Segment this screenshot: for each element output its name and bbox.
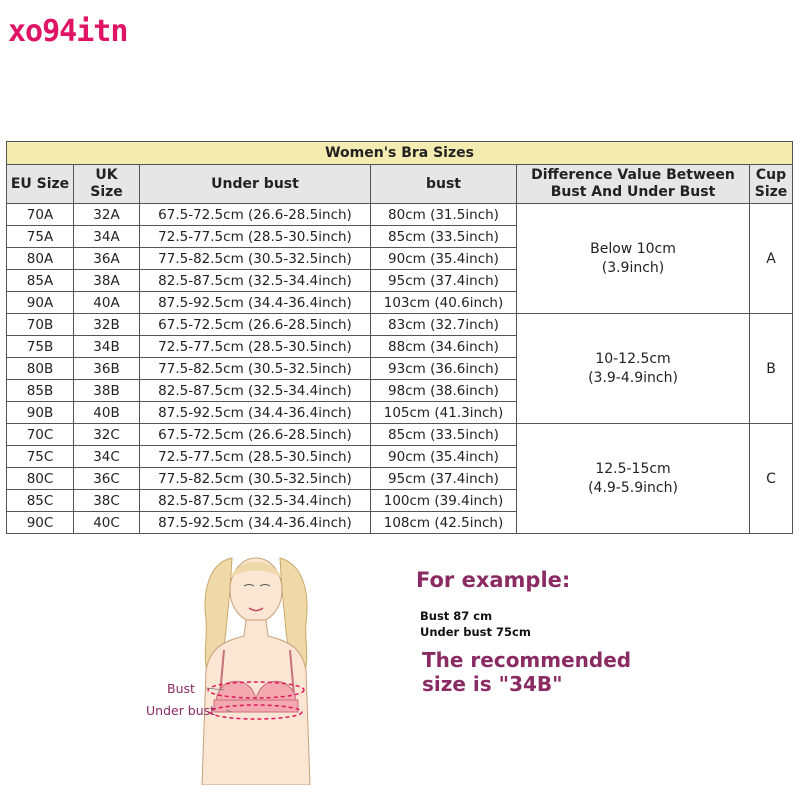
cell-under-bust: 67.5-72.5cm (26.6-28.5inch) [140,204,371,226]
table-body [7,204,793,534]
header-cup-line1: Cup [755,167,787,183]
cell-uk-size: 40C [74,512,140,534]
cell-eu-size: 70A [7,204,74,226]
header-bust: bust [371,165,517,204]
cell-uk-size: 40A [74,292,140,314]
cell-cup-size: A [750,204,793,314]
difference-line2: (4.9-5.9inch) [588,479,678,496]
cell-eu-size: 80A [7,248,74,270]
cell-uk-size: 38C [74,490,140,512]
cell-eu-size: 80B [7,358,74,380]
cell-bust: 80cm (31.5inch) [371,204,517,226]
cell-eu-size: 75C [7,446,74,468]
cell-bust: 88cm (34.6inch) [371,336,517,358]
table-row [7,204,793,226]
difference-line2: (3.9inch) [601,259,665,276]
cell-uk-size: 32B [74,314,140,336]
cell-under-bust: 77.5-82.5cm (30.5-32.5inch) [140,248,371,270]
recommended-line1: The recommended [422,648,632,672]
header-diff-line2: Bust And Under Bust [550,184,716,200]
cell-bust: 90cm (35.4inch) [371,446,517,468]
under-bust-label: Under bust [146,703,216,718]
cell-uk-size: 32C [74,424,140,446]
cell-uk-size: 36A [74,248,140,270]
cell-bust: 95cm (37.4inch) [371,468,517,490]
cell-bust: 83cm (32.7inch) [371,314,517,336]
cell-cup-size: B [750,314,793,424]
cell-under-bust: 82.5-87.5cm (32.5-34.4inch) [140,270,371,292]
difference-line1: Below 10cm [590,240,676,257]
cell-eu-size: 70C [7,424,74,446]
cell-difference [517,314,750,424]
brand-logo-text: xo94itn [8,14,128,49]
bust-label: Bust [167,681,195,696]
cell-bust: 93cm (36.6inch) [371,358,517,380]
cell-under-bust: 77.5-82.5cm (30.5-32.5inch) [140,468,371,490]
cell-difference [517,204,750,314]
cell-eu-size: 75A [7,226,74,248]
cell-uk-size: 34A [74,226,140,248]
cell-under-bust: 67.5-72.5cm (26.6-28.5inch) [140,424,371,446]
cell-eu-size: 70B [7,314,74,336]
difference-line2: (3.9-4.9inch) [588,369,678,386]
difference-line1: 12.5-15cm [595,460,671,477]
difference-line1: 10-12.5cm [595,350,671,367]
cell-under-bust: 67.5-72.5cm (26.6-28.5inch) [140,314,371,336]
cell-bust: 108cm (42.5inch) [371,512,517,534]
size-table-container [6,141,792,534]
cell-eu-size: 75B [7,336,74,358]
header-under-bust: Under bust [140,165,371,204]
cell-bust: 90cm (35.4inch) [371,248,517,270]
header-difference [517,165,750,204]
header-diff-line1: Difference Value Between [531,167,735,183]
recommended-size [422,648,631,696]
cell-uk-size: 34B [74,336,140,358]
cell-under-bust: 77.5-82.5cm (30.5-32.5inch) [140,358,371,380]
cell-eu-size: 80C [7,468,74,490]
cell-eu-size: 90A [7,292,74,314]
header-uk-size [74,165,140,204]
cell-uk-size: 40B [74,402,140,424]
header-uk-line2: Size [90,184,123,200]
cell-bust: 100cm (39.4inch) [371,490,517,512]
header-cup-size [750,165,793,204]
header-uk-line1: UK [95,167,118,183]
example-title: For example: [416,568,571,592]
cell-under-bust: 72.5-77.5cm (28.5-30.5inch) [140,336,371,358]
cell-bust: 103cm (40.6inch) [371,292,517,314]
cell-under-bust: 87.5-92.5cm (34.4-36.4inch) [140,402,371,424]
cell-bust: 105cm (41.3inch) [371,402,517,424]
cell-eu-size: 85A [7,270,74,292]
cell-bust: 85cm (33.5inch) [371,226,517,248]
cell-under-bust: 87.5-92.5cm (34.4-36.4inch) [140,292,371,314]
cell-under-bust: 72.5-77.5cm (28.5-30.5inch) [140,226,371,248]
cell-uk-size: 38B [74,380,140,402]
cell-eu-size: 90B [7,402,74,424]
example-under-bust: Under bust 75cm [420,625,531,639]
cell-uk-size: 34C [74,446,140,468]
cell-uk-size: 38A [74,270,140,292]
cell-uk-size: 36C [74,468,140,490]
header-cup-line2: Size [754,184,788,200]
table-row [7,314,793,336]
cell-under-bust: 82.5-87.5cm (32.5-34.4inch) [140,490,371,512]
example-bust: Bust 87 cm [420,609,493,623]
table-title: Women's Bra Sizes [7,142,793,165]
cell-under-bust: 87.5-92.5cm (34.4-36.4inch) [140,512,371,534]
recommended-line2: size is "34B" [422,672,563,696]
cell-bust: 85cm (33.5inch) [371,424,517,446]
cell-difference [517,424,750,534]
cell-bust: 98cm (38.6inch) [371,380,517,402]
cell-under-bust: 72.5-77.5cm (28.5-30.5inch) [140,446,371,468]
header-eu-size: EU Size [7,165,74,204]
cell-uk-size: 36B [74,358,140,380]
cell-uk-size: 32A [74,204,140,226]
cell-under-bust: 82.5-87.5cm (32.5-34.4inch) [140,380,371,402]
cell-eu-size: 85B [7,380,74,402]
cell-eu-size: 90C [7,512,74,534]
bra-size-table [6,141,793,534]
cell-eu-size: 85C [7,490,74,512]
cell-bust: 95cm (37.4inch) [371,270,517,292]
bra-measurement-illustration [140,550,385,785]
cell-cup-size: C [750,424,793,534]
table-row [7,424,793,446]
